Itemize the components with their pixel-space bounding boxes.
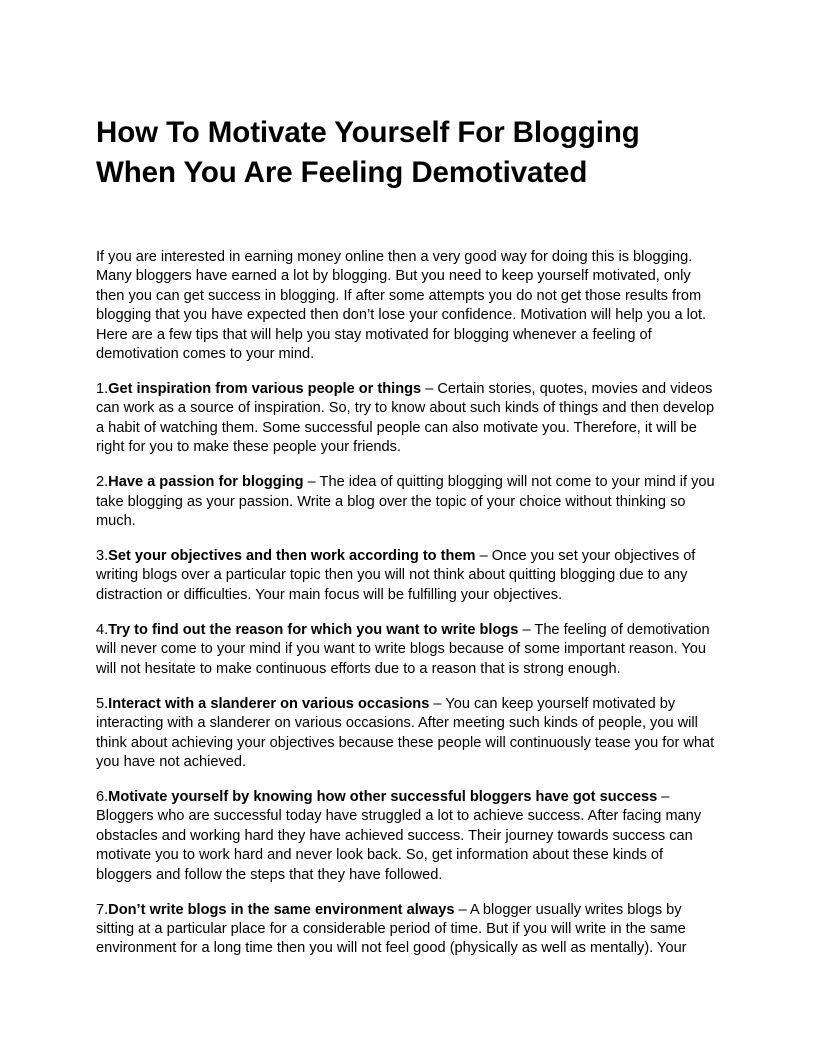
tip-text: – You can keep yourself motivated by interacting with a slanderer on various occasions. After meeting such kinds of people, you will think about achieving your objectives because these people will continuously tease you for what you have not achieved. (96, 695, 715, 770)
tip-heading: Have a passion for blogging (108, 474, 304, 491)
tip-heading: Don’t write blogs in the same environment always (108, 901, 455, 918)
tip-heading: Interact with a slanderer on various occasions (108, 695, 430, 712)
tip-text: – The feeling of demotivation will never come to your mind if you want to write blogs because of some important reason. You will not hesitate to make continuous efforts due to a reason that is strong enough. (96, 621, 710, 677)
tip-number: 4. (96, 621, 109, 638)
title-line-1: How To Motivate Yourself For Blogging (96, 116, 640, 149)
tip-text: – The idea of quitting blogging will not come to your mind if you take blogging as your passion. Write a blog over the topic of your choice without thinking so much. (96, 474, 715, 530)
document-page (96, 113, 720, 974)
title-line-2: When You Are Feeling Demotivated (96, 156, 588, 189)
tip-number: 2. (96, 474, 109, 491)
tip-number: 6. (96, 788, 109, 805)
tip-number: 3. (96, 548, 109, 565)
tip-text: – Certain stories, quotes, movies and videos can work as a source of inspiration. So, try to know about such kinds of things and then develop a habit of watching them. Some successful people can also motivate you. Therefore, it will be right for you to make these people your friends. (96, 381, 715, 456)
tip-paragraph-2 (96, 473, 720, 531)
tip-paragraph-7 (96, 901, 720, 959)
tip-heading: Set your objectives and then work according to them (108, 548, 476, 565)
tip-number: 7. (96, 901, 109, 918)
tip-text: – Once you set your objectives of writing blogs over a particular topic then you will not think about quitting blogging due to any distraction or difficulties. Your main focus will be fulfilling your objectives. (96, 548, 696, 603)
tip-number: 1. (96, 381, 109, 398)
tip-heading: Motivate yourself by knowing how other successful bloggers have got success (108, 788, 658, 805)
tip-paragraph-4 (96, 621, 720, 679)
tip-paragraph-3 (96, 547, 720, 605)
tip-paragraph-5 (96, 695, 720, 773)
tip-paragraph-6 (96, 788, 720, 885)
tip-text: – A blogger usually writes blogs by sitting at a particular place for a considerable period of time. But if you will write in the same environment for a long time then you will not feel good (physically as well as mentally). Your (96, 901, 687, 957)
document-title (96, 113, 720, 193)
tip-heading: Get inspiration from various people or things (108, 381, 422, 398)
intro-paragraph: If you are interested in earning money online then a very good way for doing this is blogging. Many bloggers have earned a lot by blogging. But you need to keep yourself motivated, only then you can get success in blogging. If after some attempts you do not get those results from blogging that you have expected then don’t lose your confidence. Motivation will help you a lot. Here are a few tips that will help you stay motivated for blogging whenever a feeling of demotivation comes to your mind. (96, 249, 707, 363)
tip-text: – Bloggers who are successful today have struggled a lot to achieve success. After facing many obstacles and working hard they have achieved success. Their journey towards success can motivate you to work hard and never look back. So, get information about these kinds of bloggers and follow the steps that they have followed. (96, 788, 702, 883)
tip-number: 5. (96, 695, 109, 712)
tip-paragraph-1 (96, 380, 720, 458)
tip-heading: Try to find out the reason for which you want to write blogs (108, 621, 519, 638)
